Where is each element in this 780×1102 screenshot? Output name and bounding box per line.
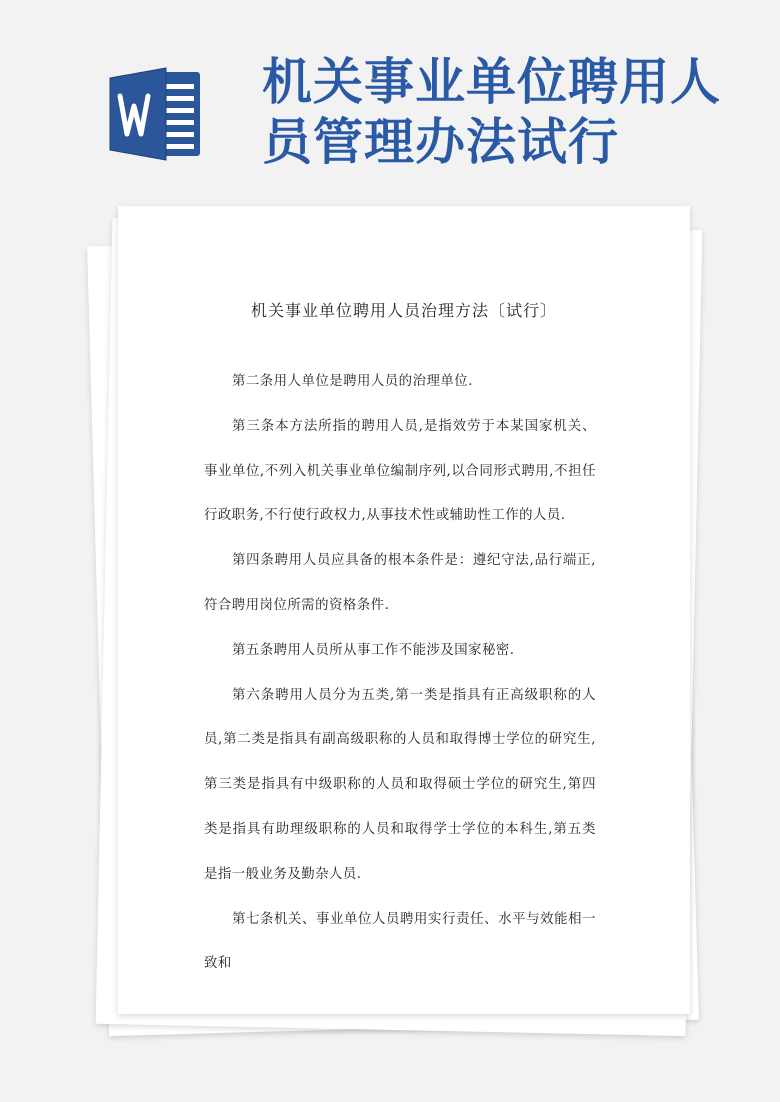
page-title: 机关事业单位聘用人员管理办法试行 [262, 53, 721, 171]
document-page [118, 206, 690, 1014]
document-title: 机关事业单位聘用人员治理方法〔试行〕 [250, 301, 557, 320]
word-document-icon [108, 66, 204, 162]
paragraph-article-5: 第五条聘用人员所从事工作不能涉及国家秘密. [232, 642, 515, 658]
paragraph-article-3: 第三条本方法所指的聘用人员,是指效劳于本某国家机关、事业单位,不列入机关事业单位编制序列,以合同形式聘用,不担任行政职务,不行使行政权力,从事技术性或辅助性工作的人员. [204, 418, 596, 524]
paragraph-article-6: 第六条聘用人员分为五类,第一类是指具有正高级职称的人员,第二类是指具有副高级职称的人员和取得博士学位的研究生,第三类是指具有中级职称的人员和取得硕士学位的研究生,第四类是指具有助理级职称的人员和取得学士学位的本科生,第五类是指一般业务及勤杂人员. [204, 687, 596, 882]
paragraph-article-2: 第二条用人单位是聘用人员的治理单位. [232, 374, 473, 389]
document-body [204, 360, 596, 987]
paragraph-article-4: 第四条聘用人员应具备的根本条件是：遵纪守法,品行端正,符合聘用岗位所需的资格条件. [204, 553, 596, 613]
paragraph-article-7: 第七条机关、事业单位人员聘用实行责任、水平与效能相一致和 [204, 911, 596, 972]
